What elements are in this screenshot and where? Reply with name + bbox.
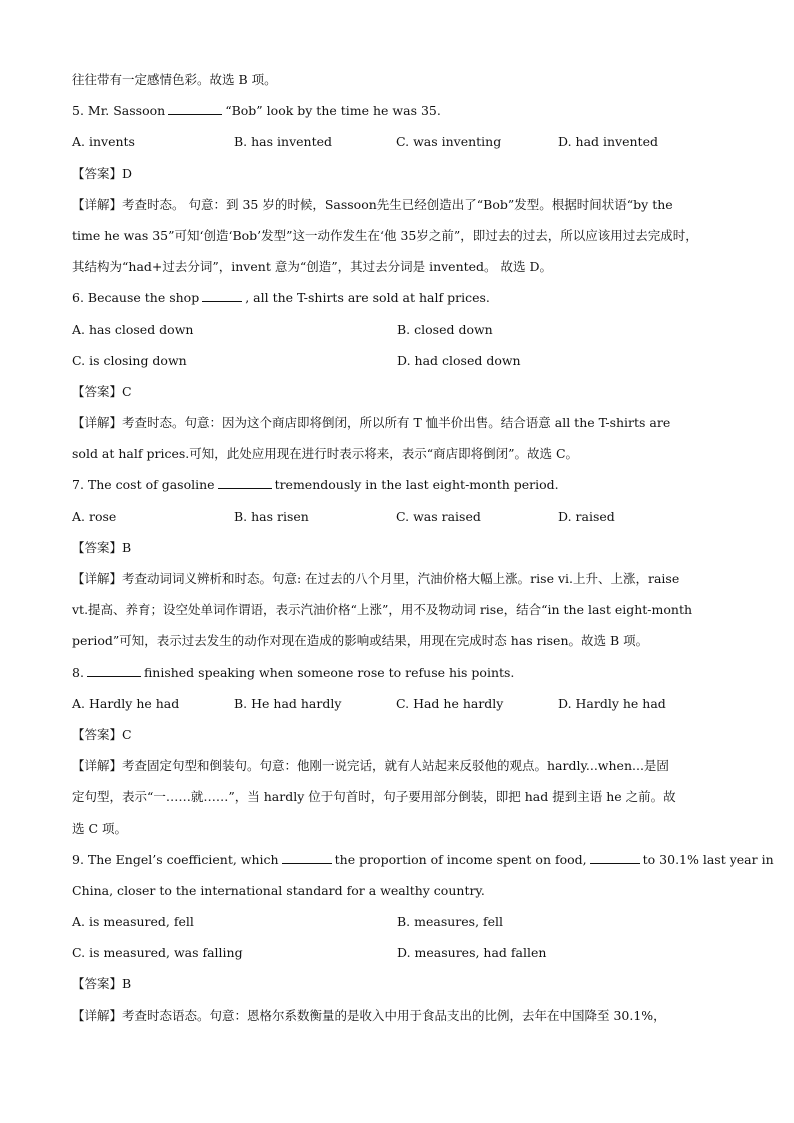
answer-blank <box>282 852 332 864</box>
answer-blank <box>87 665 141 677</box>
answer-blank <box>218 477 272 489</box>
option-c: C. is measured, was falling <box>72 945 243 961</box>
explanation-line: 定句型，表示“一……就……”，当 hardly 位于句首时，句子要用部分倒装，即把 had 提到主语 he 之前。故 <box>72 789 676 805</box>
question-6-options-row-1 <box>72 314 724 345</box>
text-line: 往往带有一定感情色彩。故选 B 项。 <box>72 72 277 87</box>
explanation-line: period”可知，表示过去发生的动作对现在造成的影响或结果，用现在完成时态 has risen。故选 B 项。 <box>72 633 649 649</box>
question-8 <box>72 657 724 688</box>
question-6-options-row-2 <box>72 345 724 376</box>
question-8-options <box>72 688 724 719</box>
explanation-line: 【详解】考查固定句型和倒装句。句意：他刚一说完话，就有人站起来反驳他的观点。hardly...when...是固 <box>72 758 669 774</box>
option-c: C. was raised <box>396 508 481 524</box>
question-text: 9. The Engel’s coefficient, which <box>72 851 279 867</box>
option-d: D. had closed down <box>397 352 521 368</box>
answer-blank <box>590 852 640 864</box>
option-c: C. is closing down <box>72 352 187 368</box>
question-5 <box>72 95 724 126</box>
explanation-line: sold at half prices.可知，此处应用现在进行时表示将来，表示“商店即将倒闭”。故选 C。 <box>72 446 579 462</box>
answer-blank <box>202 290 242 302</box>
option-c: C. Had he hardly <box>396 695 504 711</box>
question-7-options <box>72 501 724 532</box>
question-9-options-row-1 <box>72 906 724 937</box>
question-text: to 30.1% last year in <box>642 851 774 867</box>
question-text: 7. The cost of gasoline <box>72 477 215 493</box>
explanation-line: 选 C 项。 <box>72 820 128 836</box>
question-text: 8. <box>72 664 84 680</box>
question-text: , all the T-shirts are sold at half prices. <box>245 290 490 306</box>
answer-label: 【答案】B <box>72 539 132 555</box>
question-text: the proportion of income spent on food, <box>334 851 587 867</box>
answer-label: 【答案】B <box>72 976 132 992</box>
question-text: tremendously in the last eight-month period. <box>274 477 559 493</box>
explanation-line: 【详解】考查时态语态。句意：恩格尔系数衡量的是收入中用于食品支出的比例，去年在中国降至 30.1%， <box>72 1007 666 1023</box>
answer-label: 【答案】C <box>72 726 132 742</box>
option-b: B. has risen <box>234 508 309 524</box>
option-c: C. was inventing <box>396 134 502 150</box>
option-b: B. has invented <box>234 134 333 150</box>
question-text: finished speaking when someone rose to refuse his points. <box>143 664 515 680</box>
option-b: B. closed down <box>397 321 493 337</box>
question-9 <box>72 844 774 875</box>
option-a: A. Hardly he had <box>72 695 180 711</box>
explanation-line: 【详解】考查时态。句意：因为这个商店即将倒闭，所以所有 T 恤半价出售。结合语意 all the T-shirts are <box>72 415 671 431</box>
option-a: A. has closed down <box>72 321 194 337</box>
document-page <box>72 64 774 1031</box>
option-a: A. invents <box>72 134 135 150</box>
explanation-line: vt.提高、养育；设空处单词作谓语，表示汽油价格“上涨”，用不及物动词 rise，结合“in the last eight-month <box>72 602 693 618</box>
explanation-line: 其结构为“had+过去分词”，invent 意为“创造”，其过去分词是 invented。 故选 D。 <box>72 259 553 275</box>
question-9-options-row-2 <box>72 937 724 968</box>
option-b: B. He had hardly <box>234 695 342 711</box>
question-text: 6. Because the shop <box>72 290 200 306</box>
explanation-line: time he was 35”可知‘创造‘Bob’发型”这一动作发生在‘他 35岁之前”，即过去的过去，所以应该用过去完成时， <box>72 227 698 243</box>
question-7 <box>72 469 724 500</box>
option-b: B. measures, fell <box>397 914 504 930</box>
question-5-options <box>72 126 724 157</box>
question-9-continued: China, closer to the international standard for a wealthy country. <box>72 882 485 898</box>
answer-label: 【答案】C <box>72 383 132 399</box>
question-6 <box>72 282 724 313</box>
option-d: D. Hardly he had <box>558 695 666 711</box>
question-text: “Bob” look by the time he was 35. <box>225 103 441 119</box>
answer-blank <box>168 103 222 115</box>
explanation-line: 【详解】考查时态。 句意：到 35 岁的时候，Sassoon先生已经创造出了“Bob”发型。根据时间状语“by the <box>72 196 673 212</box>
option-d: D. had invented <box>558 134 658 150</box>
option-d: D. raised <box>558 508 615 524</box>
explanation-line: 【详解】考查动词词义辨析和时态。句意: 在过去的八个月里，汽油价格大幅上涨。rise vi.上升、上涨，raise <box>72 571 680 586</box>
option-a: A. is measured, fell <box>72 914 194 930</box>
option-a: A. rose <box>72 508 117 524</box>
answer-label: 【答案】D <box>72 165 133 181</box>
option-d: D. measures, had fallen <box>397 945 547 961</box>
question-text: 5. Mr. Sassoon <box>72 103 166 119</box>
